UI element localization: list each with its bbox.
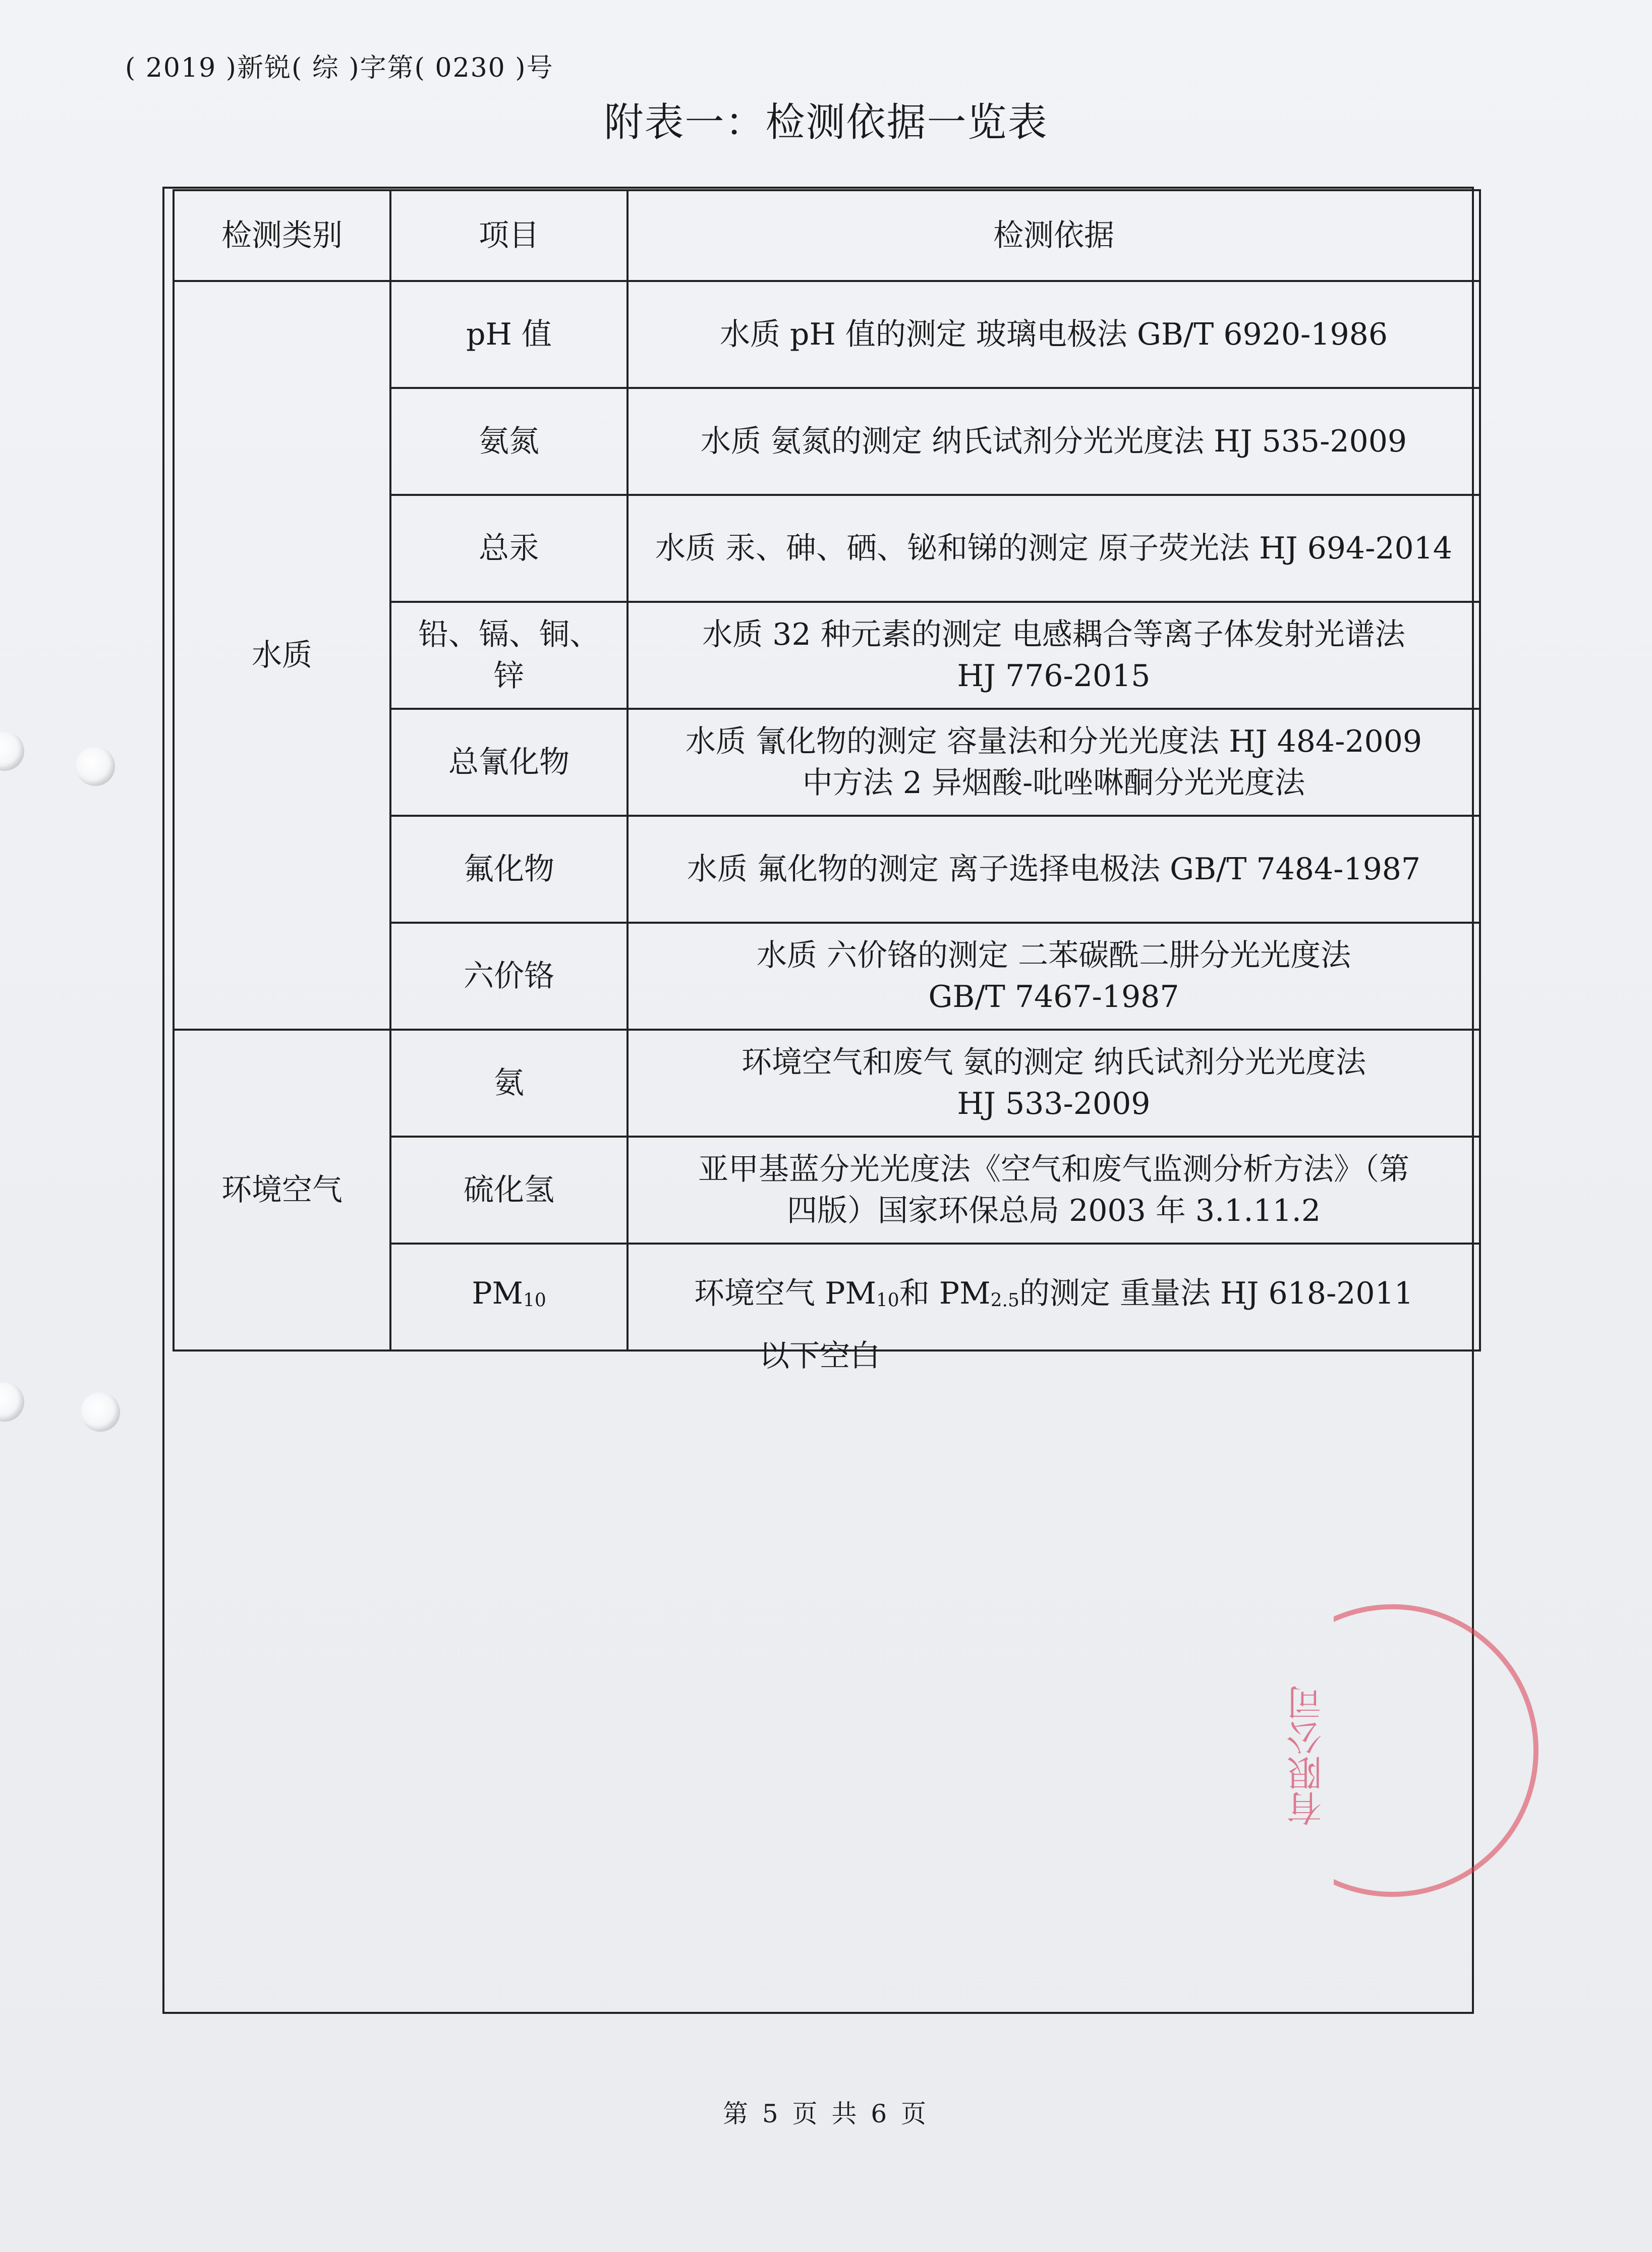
- basis-cell: [628, 602, 1480, 709]
- item-line: 铅、镉、铜、: [418, 617, 600, 652]
- item-cell: 氟化物: [390, 816, 628, 923]
- company-seal-text: 有限公司: [1286, 1685, 1328, 1826]
- column-header-item: 项目: [390, 190, 628, 281]
- item-pm-sub: 10: [523, 1290, 546, 1311]
- basis-cell: [628, 1137, 1480, 1244]
- basis-cell: 水质 汞、砷、硒、铋和锑的测定 原子荧光法 HJ 694-2014: [628, 495, 1480, 602]
- table-row: [174, 1030, 1480, 1137]
- table-header-row: [174, 190, 1480, 281]
- column-header-basis: 检测依据: [628, 190, 1480, 281]
- basis-line: 亚甲基蓝分光光度法《空气和废气监测分析方法》（第: [698, 1152, 1409, 1187]
- testing-basis-table: [173, 189, 1481, 1352]
- report-reference-number: ( 2019 )新锐( 综 )字第( 0230 )号: [125, 53, 554, 83]
- item-cell: 总氰化物: [390, 709, 628, 816]
- item-pm-base: PM: [472, 1275, 523, 1311]
- item-cell: 氨氮: [390, 388, 628, 495]
- item-cell: 总汞: [390, 495, 628, 602]
- item-cell: pH 值: [390, 281, 628, 388]
- basis-line: 环境空气和废气 氨的测定 纳氏试剂分光光度法: [741, 1045, 1366, 1080]
- category-cell-ambient-air: 环境空气: [174, 1030, 390, 1350]
- basis-part: 的测定 重量法 HJ 618-2011: [1019, 1275, 1413, 1311]
- item-cell: 氨: [390, 1030, 628, 1137]
- basis-line: 中方法 2 异烟酸-吡唑啉酮分光光度法: [802, 765, 1305, 801]
- basis-cell: [628, 1030, 1480, 1137]
- basis-part: 和 PM: [899, 1275, 991, 1311]
- table-row: [174, 281, 1480, 388]
- blank-below-note: 以下空白: [759, 1338, 880, 1374]
- basis-line: 水质 32 种元素的测定 电感耦合等离子体发射光谱法: [702, 617, 1405, 652]
- item-cell: [390, 602, 628, 709]
- basis-cell: 水质 pH 值的测定 玻璃电极法 GB/T 6920-1986: [628, 281, 1480, 388]
- basis-line: HJ 533-2009: [957, 1086, 1151, 1121]
- basis-cell: [628, 709, 1480, 816]
- basis-cell: [628, 923, 1480, 1030]
- punch-hole: [81, 1392, 120, 1432]
- basis-part: 环境空气 PM: [694, 1275, 876, 1311]
- item-cell: 六价铬: [390, 923, 628, 1030]
- item-line: 锌: [494, 658, 524, 694]
- basis-line: 水质 氰化物的测定 容量法和分光光度法 HJ 484-2009: [685, 724, 1422, 759]
- punch-hole: [0, 731, 24, 771]
- basis-line: HJ 776-2015: [957, 658, 1151, 694]
- page-number-footer: 第 5 页 共 6 页: [722, 2099, 930, 2128]
- punch-hole: [76, 747, 115, 786]
- basis-cell: 水质 氟化物的测定 离子选择电极法 GB/T 7484-1987: [628, 816, 1480, 923]
- basis-line: 四版）国家环保总局 2003 年 3.1.11.2: [787, 1193, 1321, 1228]
- category-cell-water: 水质: [174, 281, 390, 1030]
- item-cell: 硫化氢: [390, 1137, 628, 1244]
- basis-line: 水质 六价铬的测定 二苯碳酰二肼分光光度法: [756, 938, 1351, 973]
- basis-sub: 10: [876, 1290, 899, 1311]
- page-title: 附表一：检测依据一览表: [604, 100, 1048, 145]
- punch-hole: [0, 1382, 24, 1422]
- basis-cell: 水质 氨氮的测定 纳氏试剂分光光度法 HJ 535-2009: [628, 388, 1480, 495]
- basis-sub: 2.5: [990, 1290, 1019, 1311]
- column-header-category: 检测类别: [174, 190, 390, 281]
- basis-line: GB/T 7467-1987: [928, 979, 1179, 1015]
